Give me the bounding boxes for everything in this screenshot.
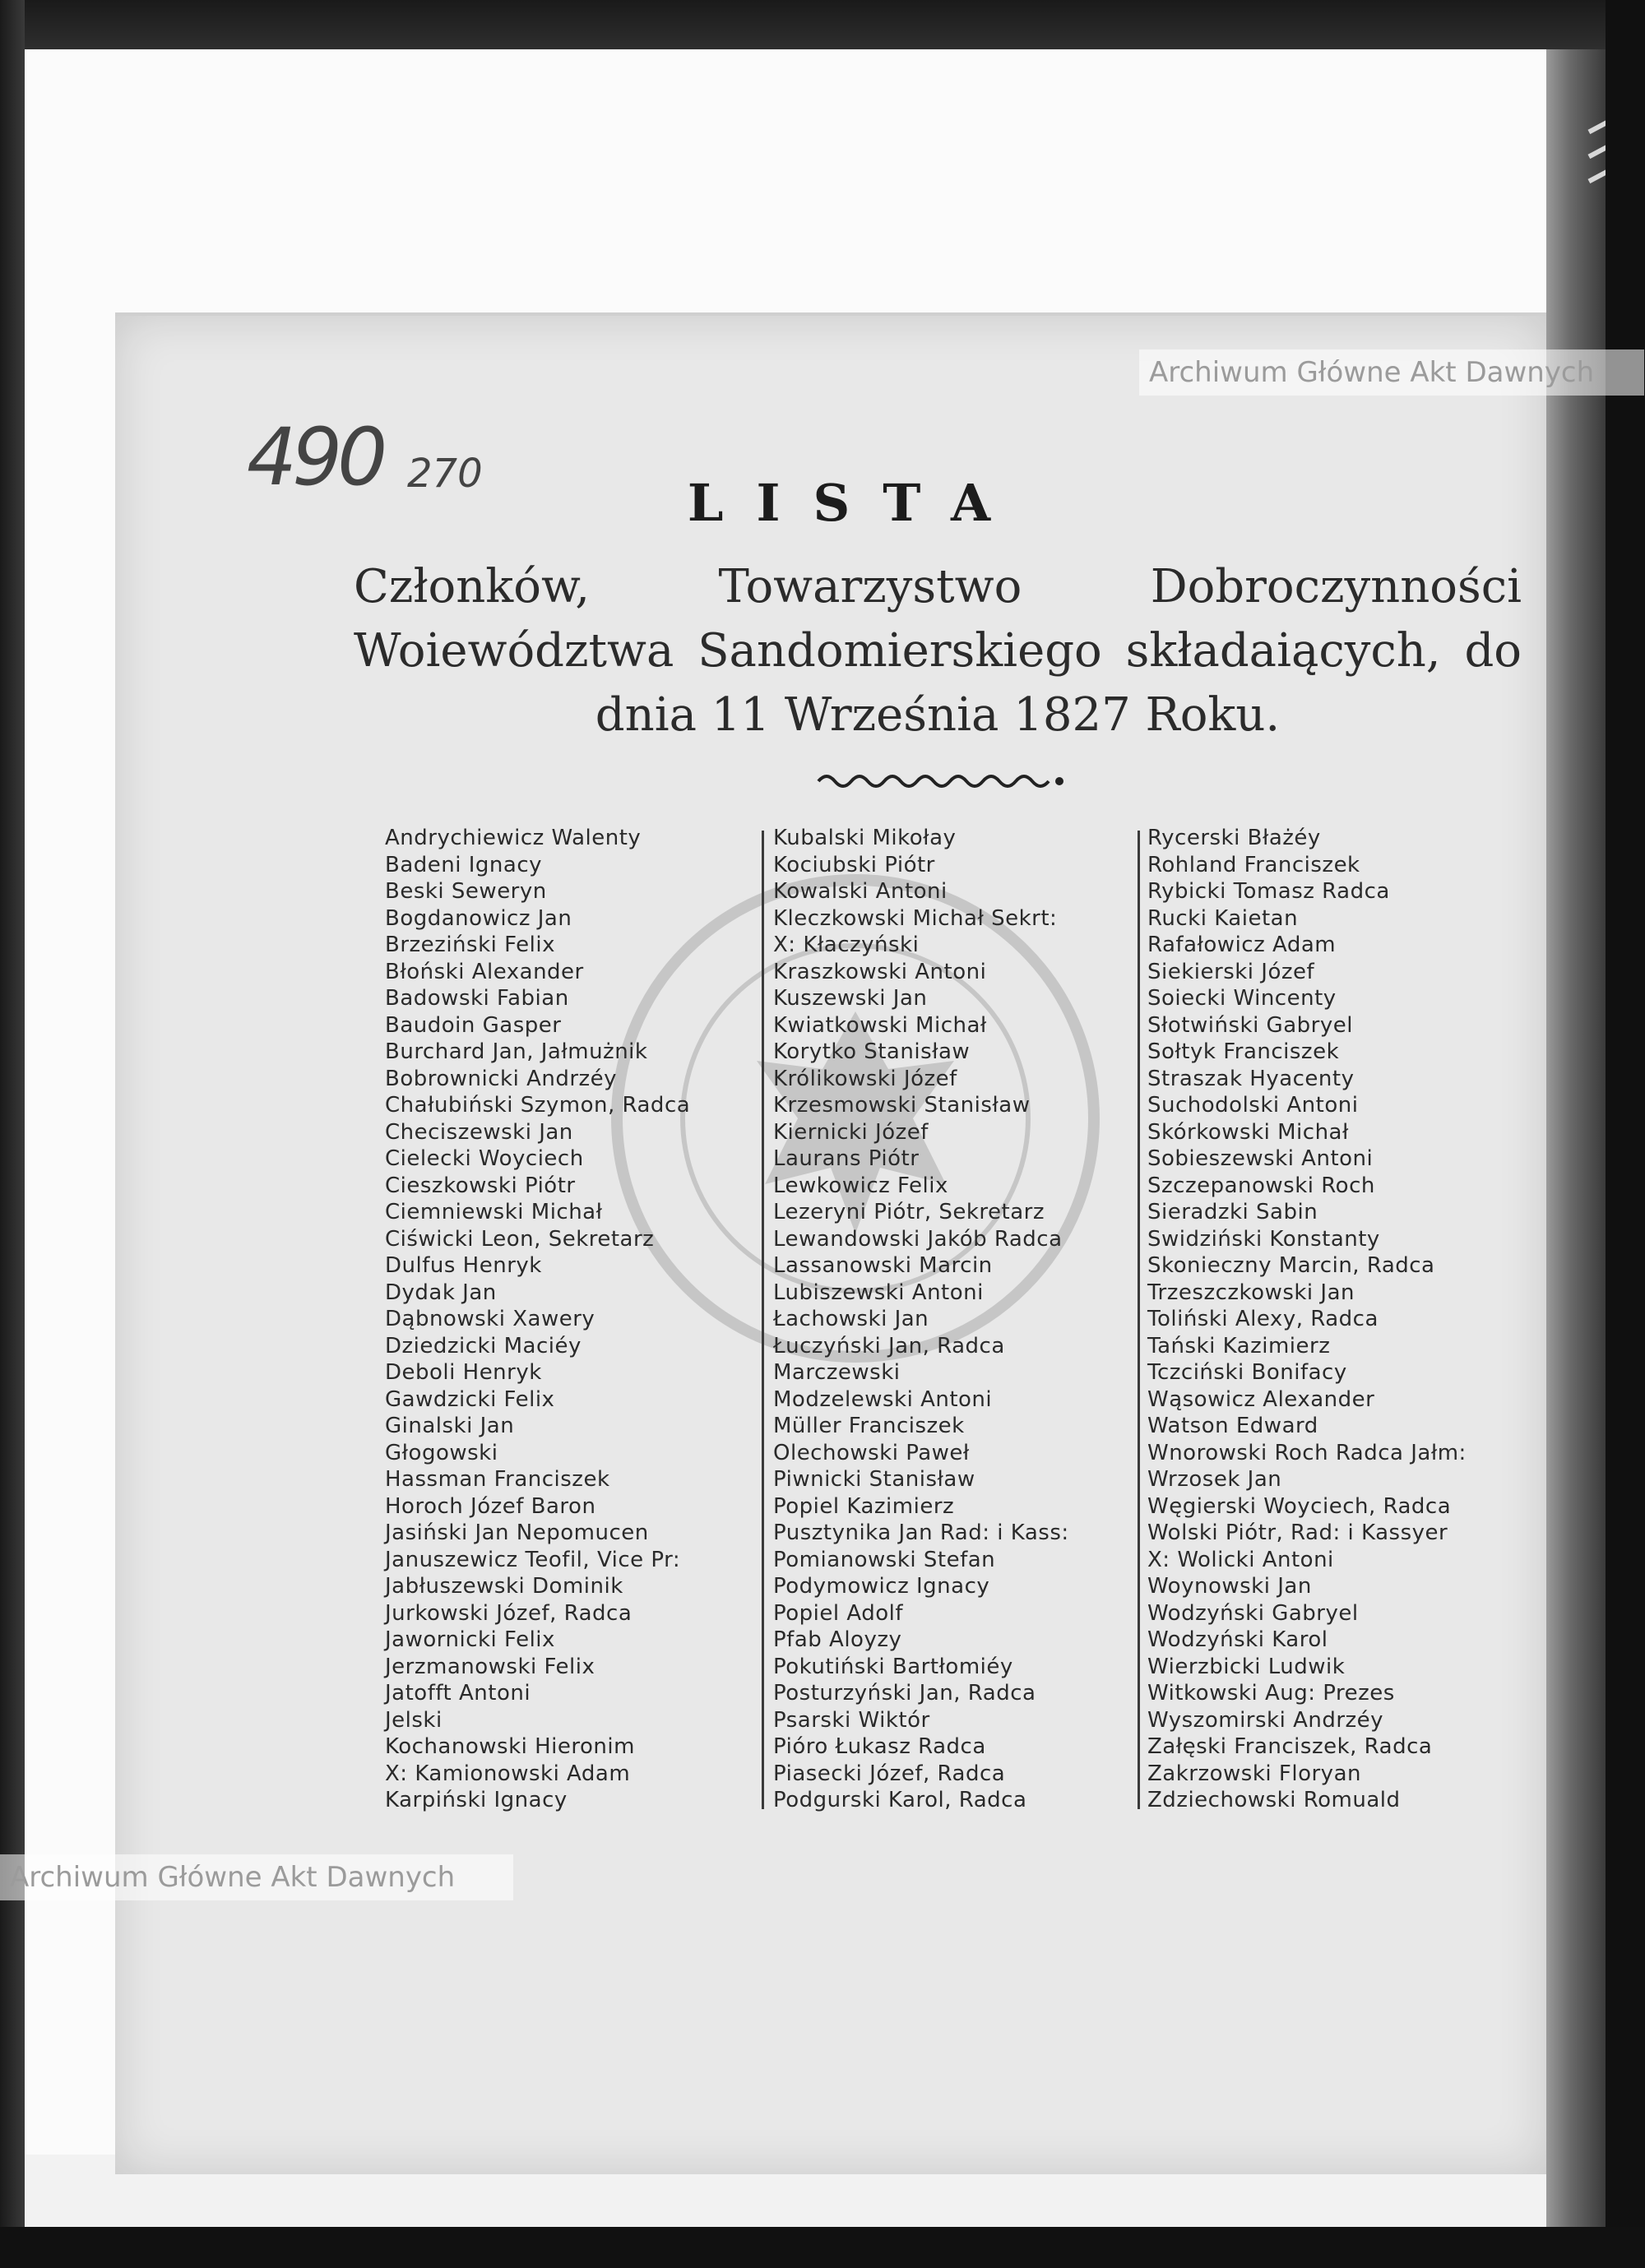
member-entry: Ciświcki Leon, Sekretarz [385,1226,655,1252]
member-entry: Piasecki Józef, Radca [773,1761,1006,1786]
member-entry: Sieradzki Sabin [1147,1200,1318,1224]
member-entry: Gawdzicki Felix [385,1386,555,1412]
member-entry: Cieszkowski Piótr [385,1173,576,1198]
member-entry: Tczciński Bonifacy [1147,1360,1347,1385]
member-entry: Wnorowski Roch Radca Jałm: [1147,1440,1467,1465]
member-entry: Witkowski Aug: Prezes [1147,1681,1395,1706]
folio-number: 490 [247,411,383,503]
member-entry: Dziedzicki Maciéy [385,1333,582,1358]
member-entry: Dulfus Henryk [385,1253,542,1278]
member-entry: Modzelewski Antoni [773,1386,993,1412]
member-entry: X: Wolicki Antoni [1147,1547,1334,1572]
member-entry: Rucki Kaietan [1147,905,1299,931]
member-entry: Lubiszewski Antoni [773,1280,984,1305]
member-entry: Królikowski Józef [773,1066,957,1091]
member-entry: Andrychiewicz Walenty [385,826,642,850]
member-entry: Skonieczny Marcin, Radca [1147,1253,1435,1278]
member-entry: Zdziechowski Romuald [1147,1788,1401,1812]
member-entry: Trzeszczkowski Jan [1147,1280,1355,1305]
members-column-3 [1147,825,1467,1814]
member-entry: Błoński Alexander [385,959,584,984]
member-entry: Baudoin Gasper [385,1012,562,1038]
member-entry: Łachowski Jan [773,1307,929,1331]
member-entry: Brzeziński Felix [385,933,555,957]
member-entry: Rycerski Błażéy [1147,826,1321,850]
member-entry: Jelski [385,1707,443,1733]
member-entry: Jabłuszewski Dominik [385,1574,623,1599]
member-entry: Psarski Wiktór [773,1707,930,1733]
member-entry: Wyszomirski Andrzéy [1147,1707,1384,1733]
document-title: LISTA [687,473,1024,533]
member-entry: Wąsowicz Alexander [1147,1386,1375,1412]
member-entry: Lezeryni Piótr, Sekretarz [773,1200,1045,1224]
member-entry: Jurkowski Józef, Radca [385,1600,633,1626]
member-entry: Swidziński Konstanty [1147,1226,1380,1252]
ornament-divider [814,769,1069,794]
member-entry: Burchard Jan, Jałmużnik [385,1039,648,1064]
member-entry: X: Kłaczyński [773,933,920,957]
member-entry: Kuszewski Jan [773,986,928,1011]
member-entry: X: Kamionowski Adam [385,1761,631,1786]
member-entry: Węgierski Woyciech, Radca [1147,1493,1452,1519]
member-entry: Wodzyński Karol [1147,1627,1328,1652]
member-entry: Rafałowicz Adam [1147,933,1337,957]
member-entry: Lassanowski Marcin [773,1253,993,1278]
members-column-1 [385,825,690,1814]
column-divider [1138,831,1140,1809]
member-entry: Cielecki Woyciech [385,1146,584,1171]
column-divider [762,831,764,1809]
member-entry: Lewkowicz Felix [773,1173,948,1198]
document-subtitle: Członków, Towarzystwo Dobroczynności Woiewództwa Sandomierskiego składaiących, do dnia 11 Września 1827 Roku. [354,560,1522,742]
member-entry: Wolski Piótr, Rad: i Kassyer [1147,1520,1448,1545]
member-entry: Pomianowski Stefan [773,1547,996,1572]
member-entry: Kwiatkowski Michał [773,1012,987,1038]
member-entry: Tański Kazimierz [1147,1333,1331,1358]
member-entry: Kociubski Piótr [773,852,935,877]
member-entry: Jawornicki Felix [385,1627,555,1652]
member-entry: Chałubiński Szymon, Radca [385,1093,691,1118]
member-entry: Krzesmowski Stanisław [773,1093,1031,1118]
member-entry: Bobrownicki Andrzéy [385,1066,618,1091]
member-entry: Soiecki Wincenty [1147,986,1337,1011]
member-entry: Marczewski [773,1360,901,1385]
pencil-annotation: 270 [407,451,483,497]
film-border-left [0,0,25,2268]
archive-watermark-bottom: Archiwum Główne Akt Dawnych [0,1854,513,1900]
member-entry: Deboli Henryk [385,1360,542,1385]
film-border-bottom [0,2227,1645,2268]
member-entry: Rybicki Tomasz Radca [1147,879,1390,904]
member-entry: Ginalski Jan [385,1414,515,1438]
member-entry: Kowalski Antoni [773,879,948,904]
member-entry: Karpiński Ignacy [385,1788,568,1812]
member-entry: Wierzbicki Ludwik [1147,1654,1346,1679]
member-entry: Pusztynika Jan Rad: i Kass: [773,1520,1069,1545]
member-entry: Skórkowski Michał [1147,1119,1349,1145]
member-entry: Horoch Józef Baron [385,1493,596,1519]
member-entry: Sołtyk Franciszek [1147,1039,1340,1064]
film-border-top [0,0,1645,49]
member-entry: Sobieszewski Antoni [1147,1146,1374,1171]
member-entry: Posturzyński Jan, Radca [773,1681,1036,1706]
member-entry: Toliński Alexy, Radca [1147,1307,1379,1331]
member-entry: Szczepanowski Roch [1147,1173,1375,1198]
member-entry: Kleczkowski Michał Sekrt: [773,905,1058,931]
member-entry: Łuczyński Jan, Radca [773,1333,1005,1358]
member-entry: Głogowski [385,1440,498,1465]
member-entry: Müller Franciszek [773,1414,965,1438]
member-entry: Wrzosek Jan [1147,1467,1282,1492]
member-entry: Straszak Hyacenty [1147,1066,1355,1091]
member-entry: Piwnicki Stanisław [773,1467,975,1492]
member-entry: Korytko Stanisław [773,1039,971,1064]
member-entry: Ciemniewski Michał [385,1200,603,1224]
member-entry: Kraszkowski Antoni [773,959,987,984]
member-entry: Załęski Franciszek, Radca [1147,1734,1433,1759]
member-entry: Badeni Ignacy [385,852,543,877]
member-entry: Popiel Kazimierz [773,1493,955,1519]
member-entry: Hassman Franciszek [385,1467,610,1492]
member-entry: Januszewicz Teofil, Vice Pr: [385,1547,681,1572]
member-entry: Wodzyński Gabryel [1147,1600,1359,1626]
member-entry: Dydak Jan [385,1280,497,1305]
member-entry: Kubalski Mikołay [773,826,957,850]
member-entry: Pfab Aloyzy [773,1627,902,1652]
member-entry: Badowski Fabian [385,986,569,1011]
member-entry: Bogdanowicz Jan [385,905,572,931]
member-entry: Rohland Franciszek [1147,852,1360,877]
member-entry: Watson Edward [1147,1414,1318,1438]
member-entry: Beski Seweryn [385,879,547,904]
film-border-right [1606,0,1645,2268]
member-entry: Słotwiński Gabryel [1147,1012,1353,1038]
member-entry: Lewandowski Jakób Radca [773,1226,1063,1252]
member-entry: Popiel Adolf [773,1600,903,1626]
member-entry: Podgurski Karol, Radca [773,1788,1027,1812]
member-entry: Laurans Piótr [773,1146,920,1171]
member-entry: Podymowicz Ignacy [773,1574,990,1599]
member-entry: Kochanowski Hieronim [385,1734,635,1759]
member-entry: Olechowski Paweł [773,1440,970,1465]
archive-watermark-top: Archiwum Główne Akt Dawnych [1139,349,1644,396]
member-entry: Pióro Łukasz Radca [773,1734,986,1759]
member-entry: Suchodolski Antoni [1147,1093,1359,1118]
member-entry: Checiszewski Jan [385,1119,573,1145]
members-column-2 [773,825,1069,1814]
member-entry: Woynowski Jan [1147,1574,1312,1599]
member-entry: Jerzmanowski Felix [385,1654,595,1679]
member-entry: Pokutiński Bartłomiéy [773,1654,1013,1679]
member-entry: Jatofft Antoni [385,1681,531,1706]
member-entry: Siekierski Józef [1147,959,1315,984]
member-entry: Dąbnowski Xawery [385,1307,595,1331]
member-entry: Kiernicki Józef [773,1119,929,1145]
member-entry: Jasiński Jan Nepomucen [385,1520,649,1545]
member-entry: Zakrzowski Floryan [1147,1761,1361,1786]
